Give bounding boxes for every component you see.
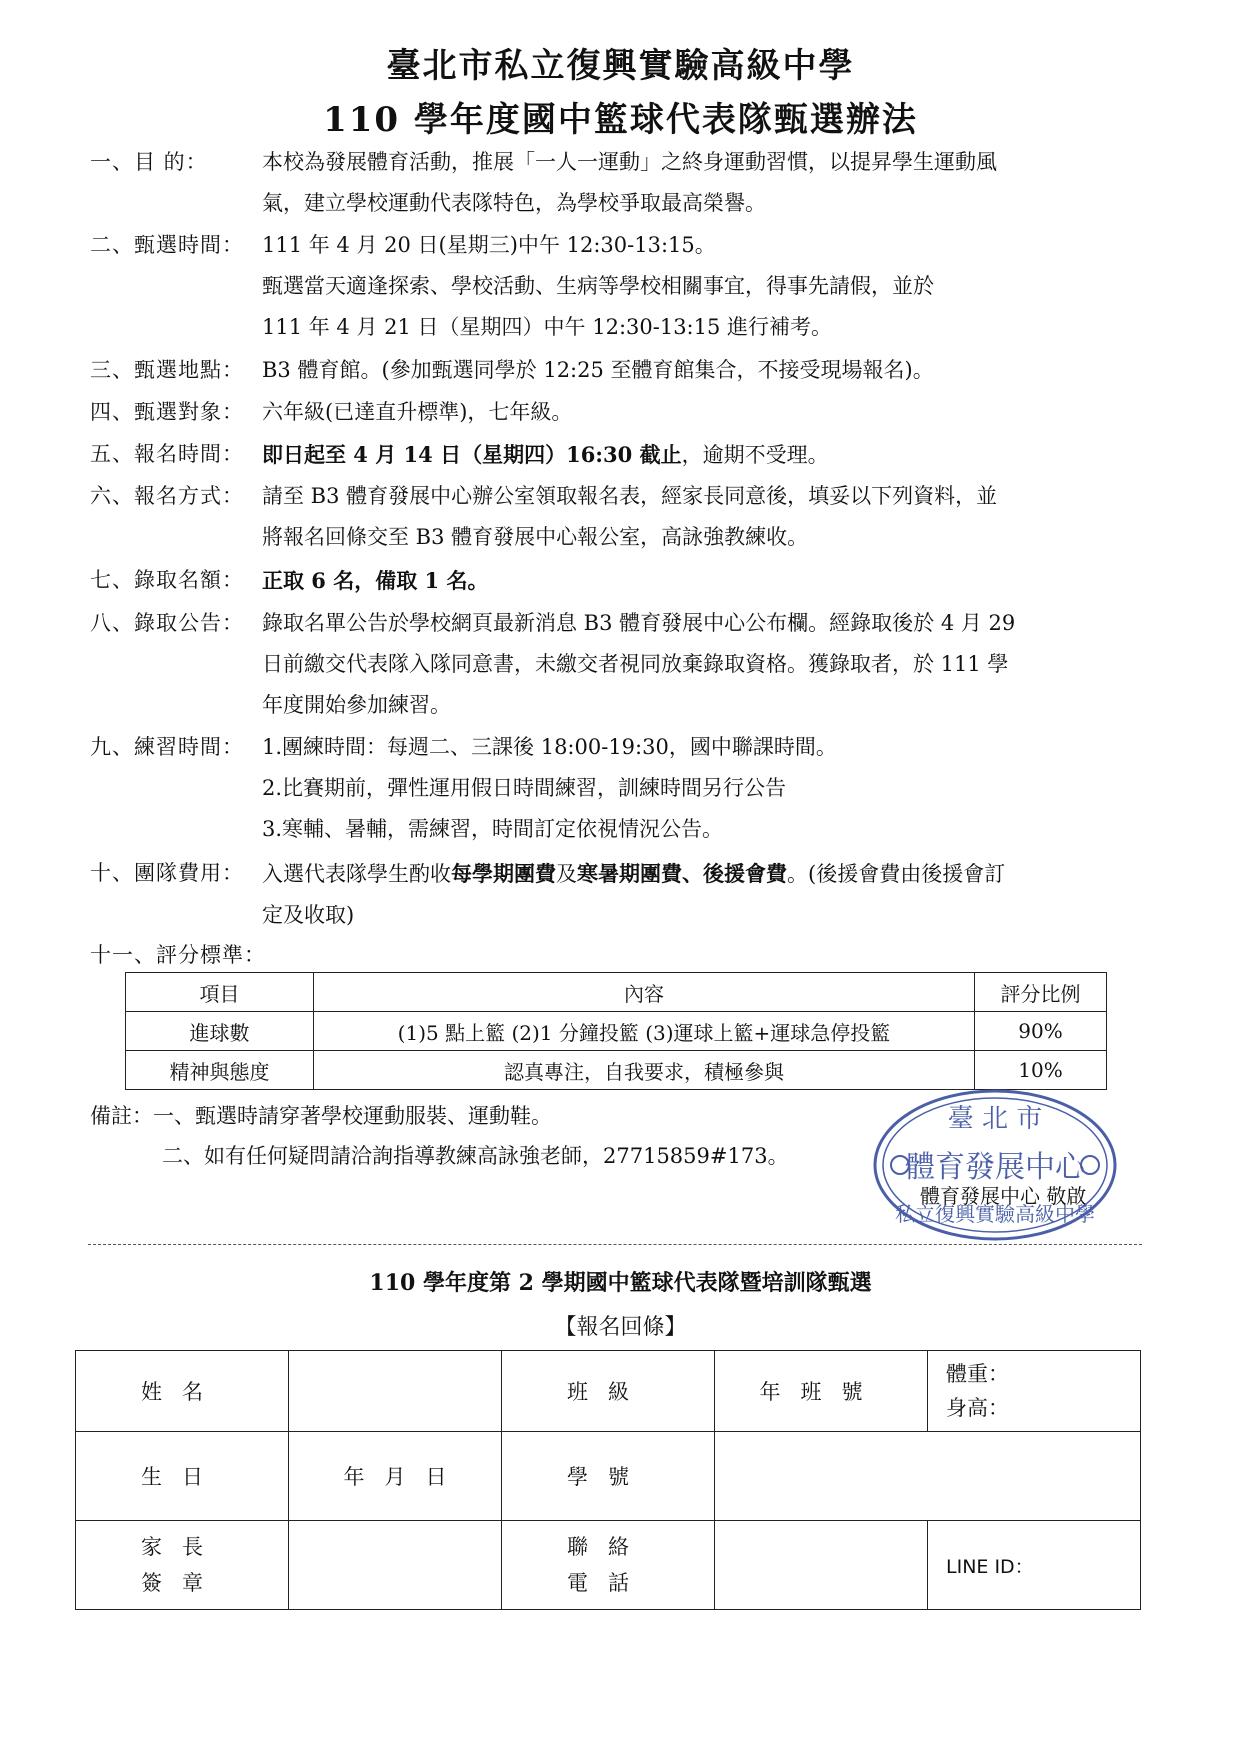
scoring-table (125, 972, 1107, 1090)
table-cell: 進球數 (126, 1012, 314, 1051)
weight-label: 體重： (946, 1362, 1009, 1386)
table-header-row (126, 973, 1107, 1012)
table-header-cell: 項目 (126, 973, 314, 1012)
grade-number-label: 年班號 (715, 1351, 928, 1432)
table-row (126, 1012, 1107, 1051)
section-text: 111 年 4 月 21 日（星期四）中午 12:30-13:15 進行補考。 (262, 315, 833, 339)
fee-text: 寒暑期團費、後援會費 (577, 861, 787, 886)
table-header-cell: 內容 (314, 973, 975, 1012)
section-text: 定及收取) (262, 903, 355, 927)
section-practice-time (90, 727, 1150, 850)
section-registration-time (90, 434, 1150, 476)
section-text: B3 體育館。(參加甄選同學於 12:25 至體育館集合，不接受現場報名)。 (262, 358, 934, 382)
cut-line (88, 1244, 1142, 1245)
contact-label-line: 電話 (567, 1571, 649, 1595)
section-text: 將報名回條交至 B3 體育發展中心報公室，高詠強教練收。 (262, 525, 809, 549)
name-label: 姓名 (76, 1351, 289, 1432)
section-label: 九、練習時間： (90, 735, 244, 759)
form-subtitle: 【報名回條】 (554, 1315, 687, 1340)
section-label: 十、團隊費用： (90, 861, 244, 885)
table-cell: (1)5 點上籃 (2)1 分鐘投籃 (3)運球上籃+運球急停投籃 (314, 1012, 975, 1051)
section-text: 甄選當天適逢探索、學校活動、生病等學校相關事宜，得事先請假，並於 (262, 274, 934, 298)
stamp-center-text: 體育發展中心 (905, 1150, 1085, 1185)
parent-signature-label (76, 1521, 289, 1610)
table-row (76, 1432, 1141, 1521)
table-cell: 10% (975, 1051, 1107, 1090)
section-label: 八、錄取公告： (90, 611, 244, 635)
student-number-field[interactable] (715, 1432, 1141, 1521)
section-text: 年度開始參加練習。 (262, 693, 451, 717)
section-label: 五、報名時間： (90, 442, 244, 466)
birthday-label: 生日 (76, 1432, 289, 1521)
stamp-top-text: 臺 北 市 (947, 1104, 1043, 1134)
birthday-field[interactable]: 年 月 日 (289, 1432, 502, 1521)
section-label: 一、目 的： (90, 150, 208, 174)
contact-phone-label (502, 1521, 715, 1610)
table-row (76, 1521, 1141, 1610)
section-registration-method (90, 476, 1150, 558)
table-cell: 90% (975, 1012, 1107, 1051)
note-line: 二、如有任何疑問請洽詢指導教練高詠強老師，27715859#173。 (162, 1144, 789, 1168)
section-scoring (90, 935, 1150, 976)
section-label: 七、錄取名額： (90, 568, 244, 592)
section-text: 1.團練時間：每週二、三課後 18:00-19:30，國中聯課時間。 (262, 735, 837, 759)
table-row (76, 1351, 1141, 1432)
section-fees (90, 853, 1150, 936)
fee-text: 每學期團費 (451, 861, 556, 886)
parent-label-line: 家長 (141, 1535, 223, 1559)
name-field[interactable] (289, 1351, 502, 1432)
notes (90, 1096, 789, 1176)
table-cell: 認真專注，自我要求，積極參與 (314, 1051, 975, 1090)
parent-signature-field[interactable] (289, 1521, 502, 1610)
school-title: 臺北市私立復興實驗高級中學 (386, 46, 855, 86)
deadline-text: 即日起至 4 月 14 日（星期四）16:30 截止 (262, 442, 682, 467)
section-label: 三、甄選地點： (90, 358, 244, 382)
student-number-label: 學號 (502, 1432, 715, 1521)
official-seal-stamp (870, 1085, 1120, 1245)
form-title: 110 學年度第 2 學期國中籃球代表隊暨培訓隊甄選 (369, 1270, 872, 1296)
section-text: 及 (556, 862, 577, 886)
section-location (90, 350, 1150, 391)
section-text: 3.寒輔、暑輔，需練習，時間訂定依視情況公告。 (262, 817, 724, 841)
line-id-field[interactable]: LINE ID： (928, 1521, 1141, 1610)
section-text: 2.比賽期前，彈性運用假日時間練習，訓練時間另行公告 (262, 776, 787, 800)
table-cell: 精神與態度 (126, 1051, 314, 1090)
section-text: 六年級(已達直升標準)，七年級。 (262, 400, 573, 424)
registration-form-table (75, 1350, 1141, 1610)
note-line: 備註：一、甄選時請穿著學校運動服裝、運動鞋。 (90, 1104, 552, 1128)
section-label: 二、甄選時間： (90, 233, 244, 257)
section-time (90, 225, 1150, 348)
document-title: 110 學年度國中籃球代表隊甄選辦法 (323, 100, 918, 140)
signature: 體育發展中心 敬啟 (920, 1184, 1087, 1208)
stamp-bottom-text: 私立復興實驗高級中學 (895, 1202, 1095, 1226)
section-text: 入選代表隊學生酌收 (262, 862, 451, 886)
section-announcement (90, 603, 1150, 726)
section-text: 111 年 4 月 20 日(星期三)中午 12:30-13:15。 (262, 233, 716, 257)
section-text: ，逾期不受理。 (681, 443, 829, 467)
section-text: 氣，建立學校運動代表隊特色，為學校爭取最高榮譽。 (262, 191, 766, 215)
table-row (126, 1051, 1107, 1090)
section-text: 錄取名單公告於學校網頁最新消息 B3 體育發展中心公布欄。經錄取後於 4 月 29 (262, 611, 1016, 635)
table-header-cell: 評分比例 (975, 973, 1107, 1012)
section-label: 十一、評分標準： (90, 943, 266, 967)
section-text: 請至 B3 體育發展中心辦公室領取報名表，經家長同意後，填妥以下列資料，並 (262, 484, 998, 508)
section-quota (90, 560, 1150, 602)
section-text: 日前繳交代表隊入隊同意書，未繳交者視同放棄錄取資格。獲錄取者，於 111 學 (262, 652, 1009, 676)
parent-label-line: 簽章 (141, 1571, 223, 1595)
class-label: 班級 (502, 1351, 715, 1432)
weight-height-field[interactable] (928, 1351, 1141, 1432)
section-target (90, 392, 1150, 433)
contact-phone-field[interactable] (715, 1521, 928, 1610)
section-purpose (90, 142, 1150, 224)
quota-text: 正取 6 名，備取 1 名。 (262, 568, 489, 593)
section-text: 本校為發展體育活動，推展「一人一運動」之終身運動習慣，以提昇學生運動風 (262, 150, 997, 174)
section-text: 。(後援會費由後援會訂 (787, 862, 1006, 886)
height-label: 身高： (946, 1396, 1009, 1420)
contact-label-line: 聯絡 (567, 1535, 649, 1559)
section-label: 四、甄選對象： (90, 400, 244, 424)
section-label: 六、報名方式： (90, 484, 244, 508)
